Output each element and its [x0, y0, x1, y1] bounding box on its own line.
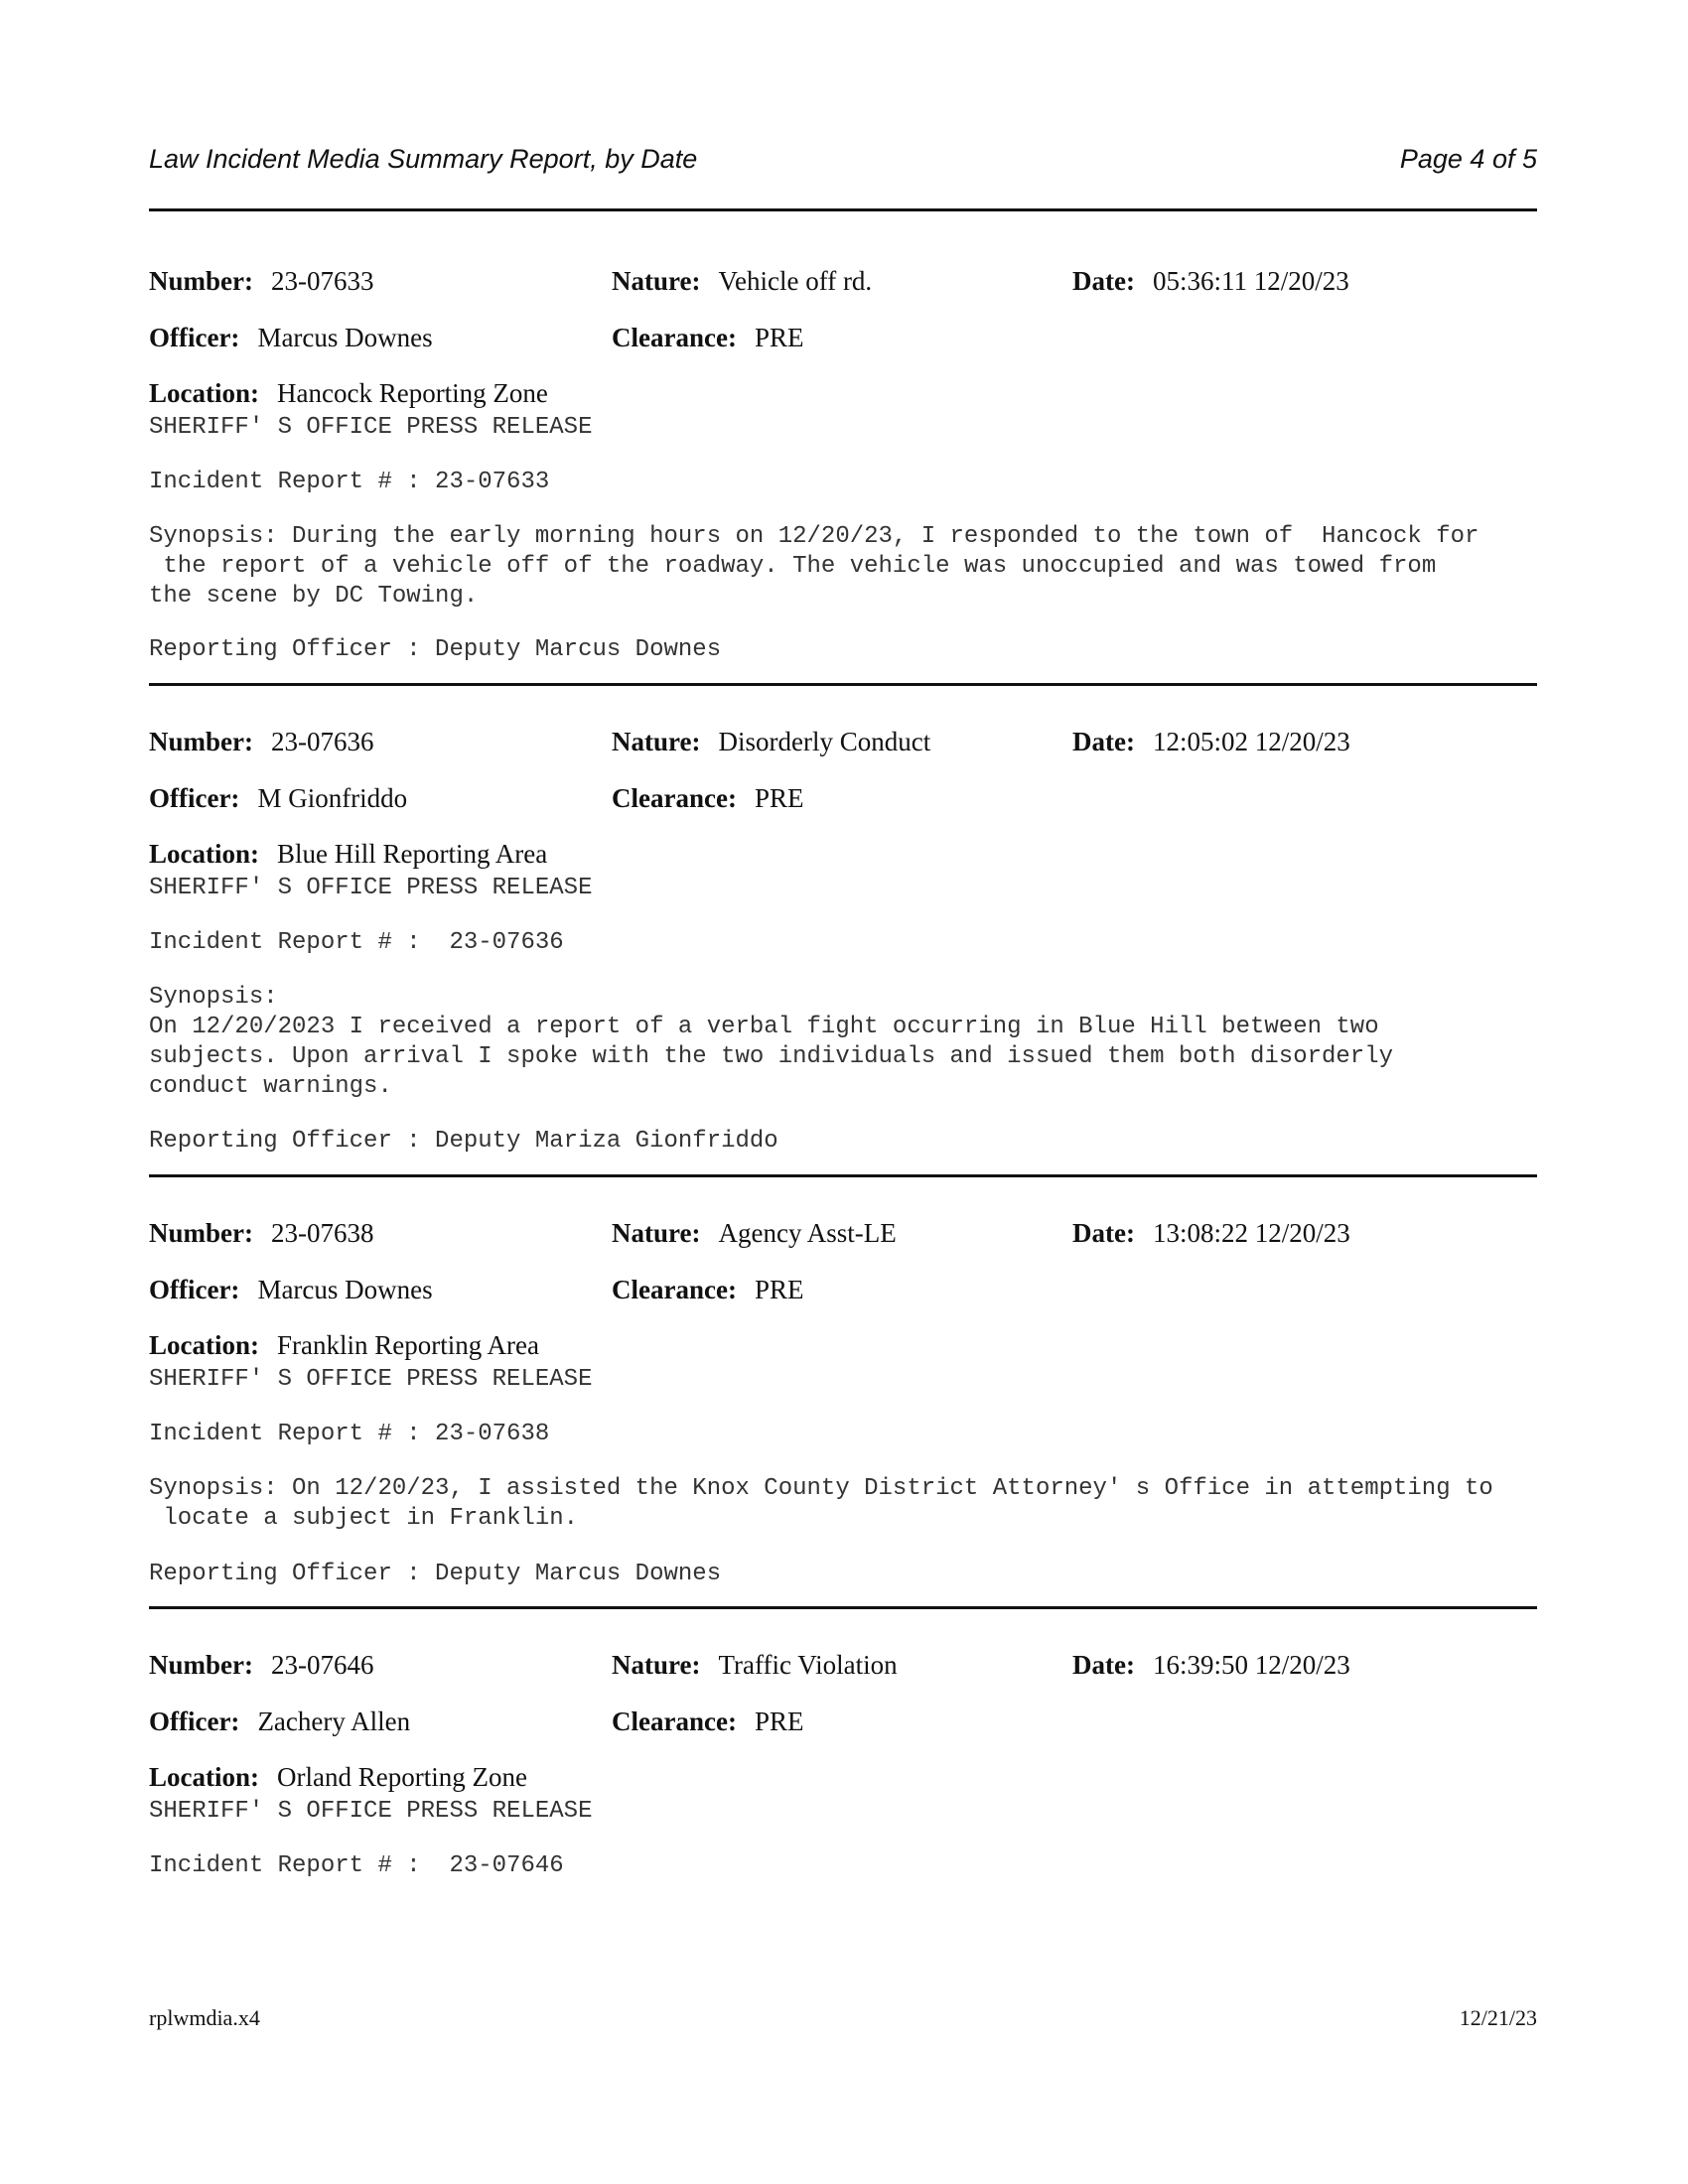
- incident-synopsis: Synopsis: On 12/20/2023 I received a report of a verbal fight occurring in Blue Hill between two subjects. Upon arrival I spoke with the two individuals and issued them both disorderly conduct warnings.: [149, 984, 1394, 1100]
- officer-label: Officer:: [149, 323, 240, 352]
- incident-number: 23-07633: [270, 266, 374, 296]
- press-release-heading: SHERIFF' S OFFICE PRESS RELEASE: [149, 1798, 593, 1825]
- record-divider: [149, 1174, 1537, 1177]
- location-label: Location:: [149, 1762, 259, 1792]
- date-label: Date:: [1072, 1650, 1135, 1680]
- report-page: [149, 0, 1537, 2184]
- clearance-label: Clearance:: [612, 1275, 737, 1304]
- reporting-officer: Reporting Officer : Deputy Marcus Downes: [149, 636, 722, 663]
- number-label: Number:: [149, 266, 253, 296]
- incident-clearance: PRE: [754, 323, 804, 352]
- footer-report-id: rplwmdia.x4: [149, 2005, 260, 2030]
- incident-report-number: Incident Report # : 23-07633: [149, 469, 550, 495]
- incident-nature: Vehicle off rd.: [718, 266, 873, 296]
- number-label: Number:: [149, 1218, 253, 1248]
- incident-nature: Agency Asst-LE: [718, 1218, 897, 1248]
- record-row-primary: [149, 1218, 1537, 1254]
- record-divider: [149, 1606, 1537, 1609]
- record-divider: [149, 683, 1537, 686]
- record-row-location: [149, 839, 1537, 875]
- date-label: Date:: [1072, 727, 1135, 756]
- record-row-secondary: [149, 783, 1537, 819]
- incident-officer: Marcus Downes: [257, 1275, 433, 1304]
- record-row-primary: [149, 727, 1537, 762]
- press-release-heading: SHERIFF' S OFFICE PRESS RELEASE: [149, 414, 593, 441]
- incident-number: 23-07646: [270, 1650, 374, 1680]
- number-label: Number:: [149, 727, 253, 756]
- nature-label: Nature:: [612, 1218, 701, 1248]
- clearance-label: Clearance:: [612, 783, 737, 813]
- nature-label: Nature:: [612, 727, 701, 756]
- incident-synopsis: Synopsis: On 12/20/23, I assisted the Knox County District Attorney' s Office in attempting to locate a subject in Franklin.: [149, 1475, 1493, 1532]
- record-row-secondary: [149, 1275, 1537, 1310]
- number-label: Number:: [149, 1650, 253, 1680]
- date-label: Date:: [1072, 266, 1135, 296]
- incident-clearance: PRE: [754, 783, 804, 813]
- incident-date: 05:36:11 12/20/23: [1152, 266, 1349, 296]
- incident-date: 12:05:02 12/20/23: [1152, 727, 1350, 756]
- incident-clearance: PRE: [754, 1706, 804, 1736]
- record-row-primary: [149, 1650, 1537, 1686]
- clearance-label: Clearance:: [612, 1706, 737, 1736]
- officer-label: Officer:: [149, 1275, 240, 1304]
- press-release-heading: SHERIFF' S OFFICE PRESS RELEASE: [149, 875, 593, 901]
- incident-report-number: Incident Report # : 23-07646: [149, 1852, 564, 1879]
- incident-officer: Zachery Allen: [257, 1706, 411, 1736]
- page-indicator: Page 4 of 5: [1399, 144, 1537, 174]
- incident-number: 23-07638: [270, 1218, 374, 1248]
- incident-nature: Disorderly Conduct: [718, 727, 931, 756]
- clearance-label: Clearance:: [612, 323, 737, 352]
- record-row-location: [149, 1330, 1537, 1366]
- incident-synopsis: Synopsis: During the early morning hours on 12/20/23, I responded to the town of Hancock for the report of a vehicle off of the roadway. The vehicle was unoccupied and was towed from the scene by DC Towing.: [149, 523, 1479, 610]
- reporting-officer: Reporting Officer : Deputy Mariza Gionfriddo: [149, 1128, 778, 1155]
- officer-label: Officer:: [149, 783, 240, 813]
- incident-location: Hancock Reporting Zone: [277, 378, 548, 408]
- incident-clearance: PRE: [754, 1275, 804, 1304]
- incident-location: Blue Hill Reporting Area: [277, 839, 548, 869]
- location-label: Location:: [149, 839, 259, 869]
- incident-nature: Traffic Violation: [718, 1650, 898, 1680]
- reporting-officer: Reporting Officer : Deputy Marcus Downes: [149, 1561, 722, 1587]
- record-row-primary: [149, 266, 1537, 302]
- report-header: [149, 144, 1537, 184]
- report-title: Law Incident Media Summary Report, by Date: [149, 144, 698, 174]
- incident-officer: M Gionfriddo: [257, 783, 408, 813]
- header-divider: [149, 208, 1537, 211]
- officer-label: Officer:: [149, 1706, 240, 1736]
- record-row-location: [149, 378, 1537, 414]
- incident-report-number: Incident Report # : 23-07638: [149, 1421, 550, 1447]
- nature-label: Nature:: [612, 1650, 701, 1680]
- record-row-secondary: [149, 323, 1537, 358]
- press-release-heading: SHERIFF' S OFFICE PRESS RELEASE: [149, 1366, 593, 1393]
- incident-date: 16:39:50 12/20/23: [1152, 1650, 1350, 1680]
- date-label: Date:: [1072, 1218, 1135, 1248]
- incident-report-number: Incident Report # : 23-07636: [149, 929, 564, 956]
- location-label: Location:: [149, 378, 259, 408]
- nature-label: Nature:: [612, 266, 701, 296]
- footer-print-date: 12/21/23: [1459, 2005, 1537, 2030]
- incident-location: Orland Reporting Zone: [277, 1762, 527, 1792]
- incident-number: 23-07636: [270, 727, 374, 756]
- incident-date: 13:08:22 12/20/23: [1152, 1218, 1350, 1248]
- location-label: Location:: [149, 1330, 259, 1360]
- record-row-location: [149, 1762, 1537, 1798]
- record-row-secondary: [149, 1706, 1537, 1742]
- incident-location: Franklin Reporting Area: [277, 1330, 539, 1360]
- incident-officer: Marcus Downes: [257, 323, 433, 352]
